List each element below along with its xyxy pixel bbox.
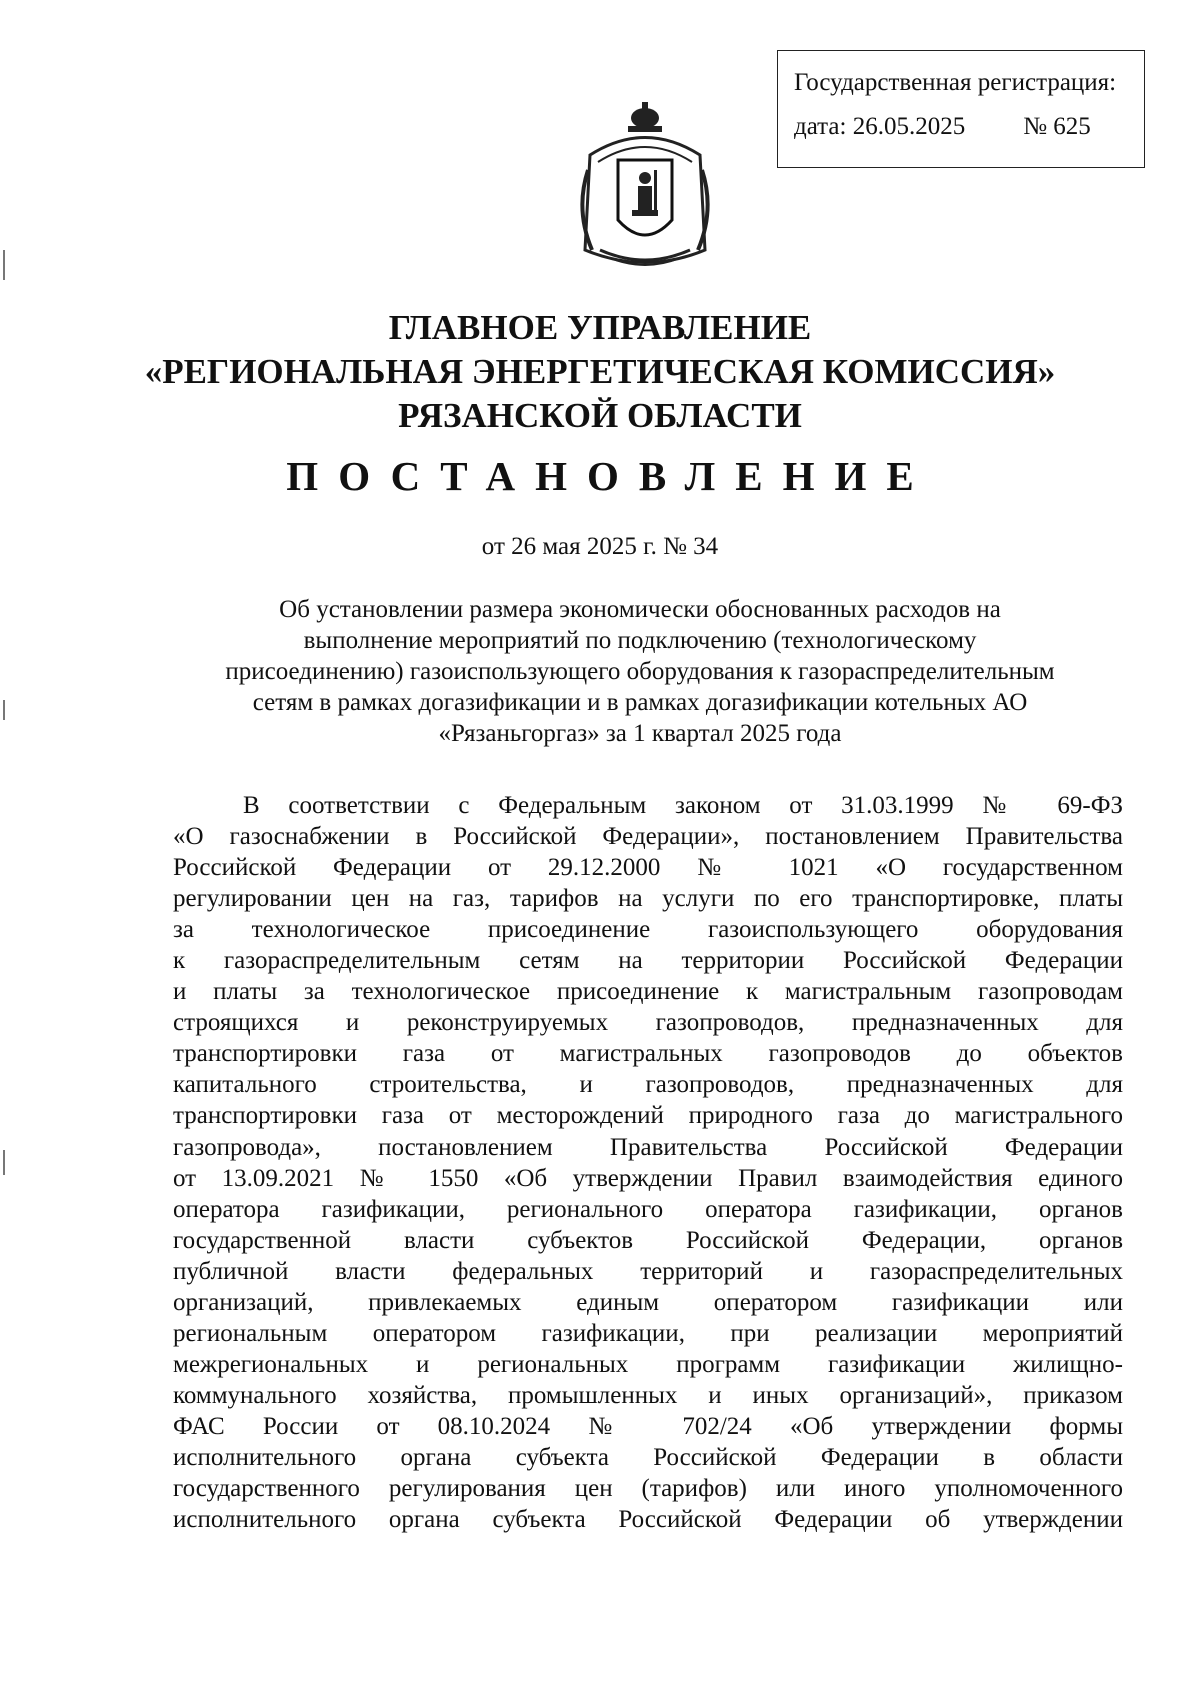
body-line: Российской Федерации от 29.12.2000 № 1021 «О государственном (173, 854, 1123, 882)
body-line: и платы за технологическое присоединение к магистральным газопроводам (173, 978, 1123, 1006)
subject-line: присоединению) газоиспользующего оборудования к газораспределительным (225, 658, 1055, 685)
registration-date: дата: 26.05.2025 (794, 113, 966, 141)
subject-line: Об установлении размера экономически обоснованных расходов на (279, 596, 1001, 623)
registration-stamp-box (777, 50, 1145, 168)
body-line: капитального строительства, и газопроводов, предназначенных для (173, 1071, 1123, 1099)
body-line: государственной власти субъектов Российской Федерации, органов (173, 1226, 1123, 1254)
header-line-1: ГЛАВНОЕ УПРАВЛЕНИЕ (388, 308, 812, 347)
body-line: В соответствии с Федеральным законом от 31.03.1999 № 69-ФЗ (243, 792, 1123, 819)
document-type-title: ПОСТАНОВЛЕНИЕ (286, 453, 934, 499)
body-line: коммунального хозяйства, промышленных и иных организаций», приказом (173, 1381, 1123, 1409)
header-line-3: РЯЗАНСКОЙ ОБЛАСТИ (398, 396, 802, 435)
body-line: к газораспределительным сетям на территории Российской Федерации (173, 947, 1123, 975)
body-line: за технологическое присоединение газоиспользующего оборудования (173, 916, 1123, 944)
body-line: газопровода», постановлением Правительства Российской Федерации (173, 1133, 1123, 1161)
registration-number: № 625 (1023, 113, 1091, 141)
body-line: строящихся и реконструируемых газопроводов, предназначенных для (173, 1009, 1123, 1037)
decree-subject (160, 594, 1120, 749)
body-line: от 13.09.2021 № 1550 «Об утверждении Правил взаимодействия единого (173, 1164, 1123, 1192)
body-line: «О газоснабжении в Российской Федерации», постановлением Правительства (173, 823, 1123, 851)
body-line: регулировании цен на газ, тарифов на услуги по его транспортировке, платы (173, 885, 1123, 913)
body-line: транспортировки газа от месторождений природного газа до магистрального (173, 1102, 1123, 1130)
body-line: публичной власти федеральных территорий и газораспределительных (173, 1257, 1123, 1285)
registration-title: Государственная регистрация: (794, 69, 1117, 96)
body-line: организаций, привлекаемых единым оператором газификации или (173, 1288, 1123, 1316)
body-line: ФАС России от 08.10.2024 № 702/24 «Об утверждении формы (173, 1412, 1123, 1440)
body-line: государственного регулирования цен (тарифов) или иного уполномоченного (173, 1475, 1123, 1503)
decree-body-text (173, 790, 1123, 1535)
subject-line: «Рязаньгоргаз» за 1 квартал 2025 года (438, 720, 842, 747)
ryazan-coat-of-arms-icon (570, 100, 720, 275)
body-line: исполнительного органа субъекта Российской Федерации об утверждении (173, 1506, 1123, 1534)
header-line-2: «РЕГИОНАЛЬНАЯ ЭНЕРГЕТИЧЕСКАЯ КОМИССИЯ» (144, 352, 1056, 391)
subject-line: выполнение мероприятий по подключению (технологическому (303, 627, 977, 654)
body-line: транспортировки газа от магистральных газопроводов до объектов (173, 1040, 1123, 1068)
scan-margin-mark (3, 700, 5, 720)
decree-date-number: от 26 мая 2025 г. № 34 (481, 533, 719, 560)
body-line: исполнительного органа субъекта Российской Федерации в области (173, 1443, 1123, 1471)
scan-margin-mark (3, 250, 5, 280)
scan-margin-mark (3, 1150, 5, 1175)
subject-line: сетям в рамках догазификации и в рамках догазификации котельных АО (252, 689, 1028, 716)
body-line: межрегиональных и региональных программ газификации жилищно- (173, 1350, 1123, 1378)
body-line: оператора газификации, регионального оператора газификации, органов (173, 1195, 1123, 1223)
body-line: региональным оператором газификации, при реализации мероприятий (173, 1319, 1123, 1347)
